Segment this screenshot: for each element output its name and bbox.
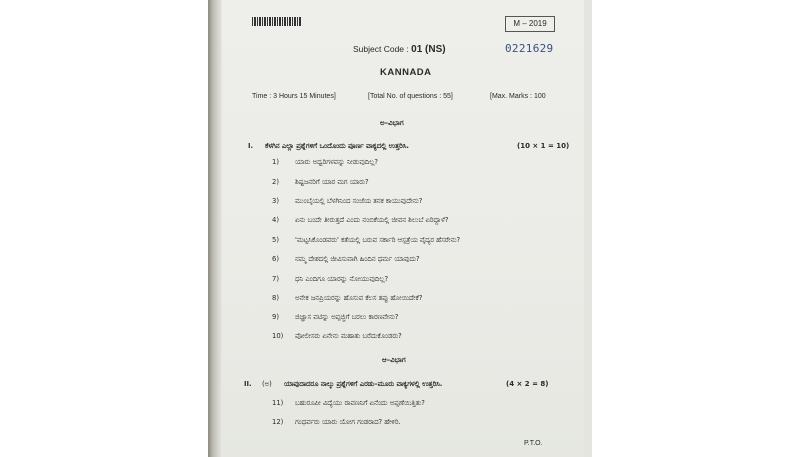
question-text: ಧನಿ ಎಂದಿಗೂ ಯಾರನ್ನು ನೋಯುವುದಿಲ್ಲ?	[295, 275, 389, 283]
question-number: 5)	[272, 236, 279, 244]
question-text: ಗಂಧರ್ವರು ಯಾರು ಯೋಗ ಗಂಡರಾದ? ಹೇಳಿರಿ.	[295, 418, 401, 426]
question-row	[222, 292, 584, 306]
question-row	[222, 234, 584, 248]
subject-title: KANNADA	[380, 67, 432, 78]
question-row	[222, 156, 584, 170]
question-paper	[222, 0, 584, 457]
question-text: ಮುಂಬೈಯಲ್ಲಿ ಬೆಳಗಿನಿಂದ ಸಂಜೆಯ ತನಕ ಕಾಯುವುದೇನು?	[295, 197, 423, 205]
total-questions-info: [Total No. of questions : 55]	[368, 93, 453, 100]
question-text: ಪೋಲೀಸರು ಏನೇನು ಮಹಾತು ಬರೆದುಕೊಂಡರು?	[295, 332, 402, 340]
section-a-number: I.	[248, 142, 254, 150]
subject-code-label: Subject Code :	[353, 44, 409, 54]
section-b-sub: (ಅ)	[262, 380, 272, 388]
question-row	[222, 330, 584, 344]
question-number: 11)	[272, 399, 284, 407]
question-row	[222, 273, 584, 287]
question-row	[222, 195, 584, 209]
section-b-number: II.	[244, 380, 252, 388]
time-info: Time : 3 Hours 15 Minutes]	[252, 93, 336, 100]
pto-label: P.T.O.	[524, 440, 543, 447]
question-row	[222, 416, 584, 430]
section-b-marks: (4 × 2 = 8)	[506, 380, 549, 388]
question-row	[222, 214, 584, 228]
question-text: ಜಿಜ್ಞಾಸ ವಟಿನ್ನು ಅಪ್ಪಜ್ಜಿಗೆ ಬರಲು ಕಾರಣವೇನು?	[295, 313, 399, 321]
subject-code	[353, 44, 446, 55]
question-row	[222, 253, 584, 267]
question-number: 3)	[272, 197, 279, 205]
question-text: ಏನು ಬಂದೇ ತೀರುತ್ತದೆ ಎಂದು ನಂಬಿಕೆಯಲ್ಲಿ ಜೀವನ ಶಿಲುಬೆ ಏರಿದ್ದಾಳೆ?	[295, 216, 449, 224]
exam-photo	[208, 0, 592, 457]
question-number: 8)	[272, 294, 279, 302]
question-number: 9)	[272, 313, 279, 321]
section-a-marks: (10 × 1 = 10)	[517, 142, 570, 150]
section-a-heading: ಅ–ವಿಭಾಗ	[380, 119, 404, 127]
section-a-instruction: ಕೆಳಗಿನ ಎಲ್ಲಾ ಪ್ರಶ್ನೆಗಳಿಗೆ ಒಂದೊಂದು ಪೂರ್ಣ ವಾಕ್ಯದಲ್ಲಿ ಉತ್ತರಿಸಿ.	[265, 142, 409, 150]
subject-code-value: 01 (NS)	[411, 44, 446, 55]
question-number: 6)	[272, 255, 279, 263]
question-text: 'ಮಟ್ಟಸಿಕೊಂಡವರು' ಕತೆಯಲ್ಲಿ ಬರುವ ಸರ್ಕಾರಿ ಆಸ್ಪತ್ರೆಯ ವೈದ್ಯರ ಹೆಸರೇನು?	[295, 236, 461, 244]
question-number: 7)	[272, 275, 279, 283]
question-row	[222, 311, 584, 325]
question-number: 12)	[272, 418, 284, 426]
question-text: ಬಹುರೂಪೀ ವಿದ್ಯೆಯು ರಾವಣನಿಗೆ ಏನೆಂದು ಅಪ್ಪಣೆಯಿತ್ತಿತು?	[295, 399, 425, 407]
question-text: ಯಾರು ಅಧ್ವರಿಗಳವನ್ನು ನೀಡುವುದಿಲ್ಲ?	[295, 158, 378, 166]
year-code-box: M – 2019	[505, 16, 555, 32]
question-number: 4)	[272, 216, 279, 224]
question-text: ನಮ್ಮ ದೇಶದಲ್ಲಿ ಜೀವಿಸುವಾಗಿ ಹಿಂದಿನ ಧರ್ಮ ಯಾವುದು?	[295, 255, 420, 263]
question-number: 1)	[272, 158, 279, 166]
section-b-heading: ಆ–ವಿಭಾಗ	[382, 356, 406, 364]
barcode	[252, 17, 302, 26]
serial-number: 0221629	[505, 42, 554, 55]
section-b-instruction-row	[222, 378, 584, 392]
question-row	[222, 397, 584, 411]
question-number: 10)	[272, 332, 284, 340]
question-row	[222, 176, 584, 190]
question-text: ಶಿಷ್ಟಜನರಿಗೆ ಯಾರ ಮಗ ಯಾರು?	[295, 178, 369, 186]
max-marks-info: [Max. Marks : 100	[490, 93, 546, 100]
question-text: ಅನೇಕ ಜನಪ್ರಿಯರನ್ನು ಹೊಸುವ ಕೆಲಸ ತಪ್ಪು ಹೋಯಿದೇಕೆ?	[295, 294, 423, 302]
section-a-instruction-row	[222, 140, 584, 154]
question-number: 2)	[272, 178, 279, 186]
section-b-instruction: ಯಾವುದಾದರೂ ನಾಲ್ಕು ಪ್ರಶ್ನೆಗಳಿಗೆ ಎರಡು–ಮೂರು ವಾಕ್ಯಗಳಲ್ಲಿ ಉತ್ತರಿಸಿ.	[284, 380, 443, 388]
